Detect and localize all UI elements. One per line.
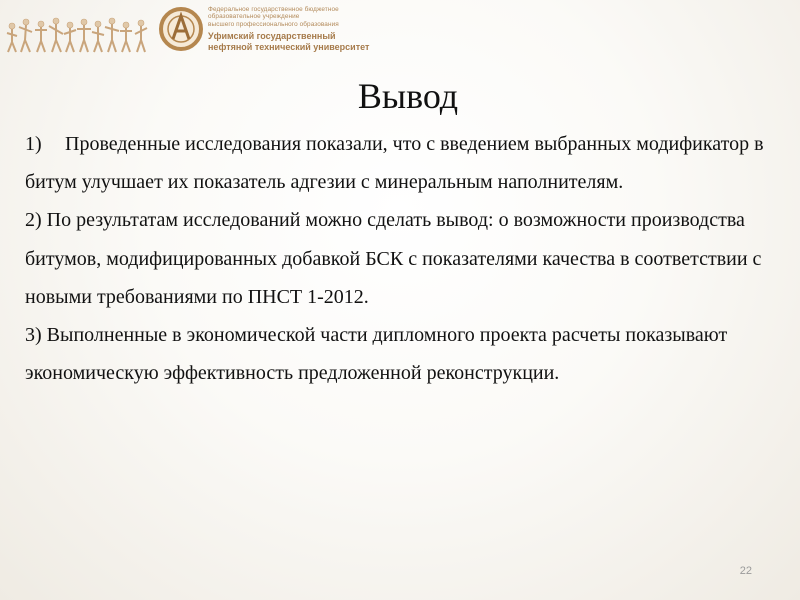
institution-block xyxy=(208,6,528,52)
item-text: Проведенные исследования показали, что с введением выбранных модификатор в битум улучшает их показатель адгезии с минеральным наполнителям. xyxy=(25,133,764,194)
institution-line: высшего профессионального образования xyxy=(208,20,339,28)
conclusion-item xyxy=(25,316,785,392)
conclusion-item xyxy=(25,125,785,201)
university-name-line: нефтяной технический университет xyxy=(208,41,370,52)
conclusion-item xyxy=(25,201,785,316)
item-text: Выполненные в экономической части дипломного проекта расчеты показывают экономическую эффективность предложенной реконструкции. xyxy=(25,324,728,385)
page-number: 22 xyxy=(739,565,752,577)
header xyxy=(0,0,800,70)
university-name-line: Уфимский государственный xyxy=(208,31,336,42)
item-number: 1) xyxy=(25,133,42,155)
people-figures-icon xyxy=(4,12,152,54)
institution-line: Федеральное государственное бюджетное xyxy=(208,6,339,13)
slide-content xyxy=(25,125,785,392)
institution-line: образовательное учреждение xyxy=(208,13,300,21)
university-emblem-icon xyxy=(158,6,204,52)
slide-title: Вывод xyxy=(357,76,459,116)
item-number: 2) xyxy=(25,209,42,232)
item-number: 3) xyxy=(25,324,42,347)
item-text: По результатам исследований можно сделать вывод: о возможности производства битумов, модифицированных добавкой БСК с показателями качества в соответствии с новыми требованиями по ПНСТ 1-2012. xyxy=(25,209,762,308)
